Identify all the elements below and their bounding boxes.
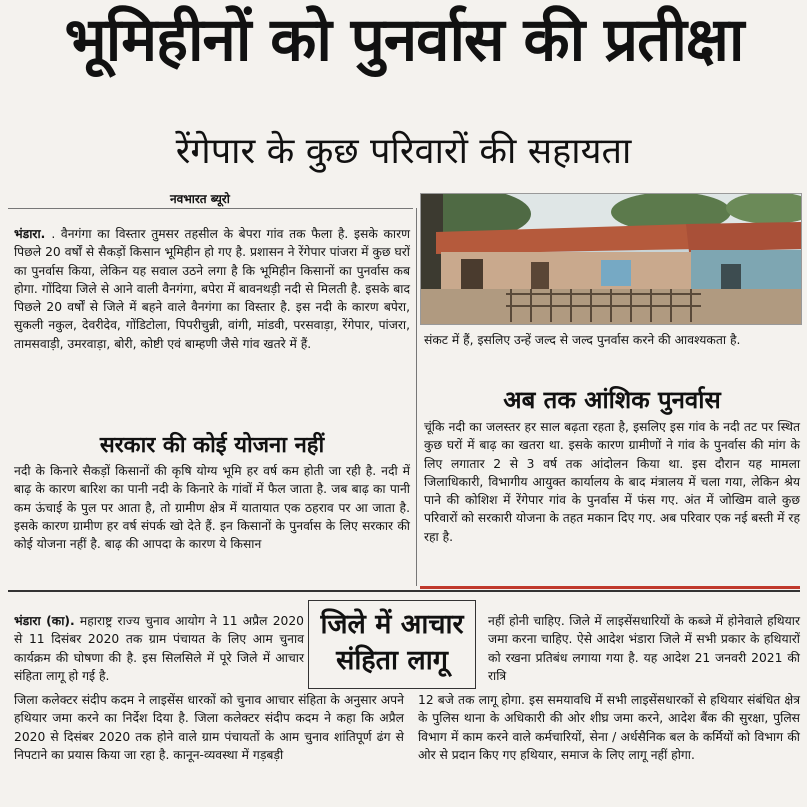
- photo-graphic: [421, 194, 801, 324]
- code-of-conduct-headline-box: [308, 600, 476, 689]
- article2-col1-top: [14, 612, 304, 685]
- article2-dateline: भंडारा (का).: [14, 614, 75, 628]
- headline-line2: संहिता लागू: [336, 645, 448, 677]
- sub-headline: रेंगेपार के कुछ परिवारों की सहायता: [175, 131, 632, 172]
- column-divider-vertical: [416, 208, 417, 586]
- section-heading-partial-rehab: अब तक आंशिक पुनर्वास: [503, 386, 721, 414]
- article2-col1-bottom: जिला कलेक्टर संदीप कदम ने लाइसेंस धारकों को चुनाव आचार संहिता के अनुसार अपने हथियार जमा करने का निर्देश दिया है. जिला कलेक्टर संदीप कदम ने कहा कि अप्रैल 2020 से दिसंबर 2020 तक होने वाले ग्राम पंचायतों के आम चुनाव शांतिपूर्ण ढंग से निपटाने का प्रयास किया जा रहा है. कानून-व्यवस्था में गड़बड़ी: [14, 693, 404, 762]
- accent-rule: [420, 586, 800, 589]
- section-heading-no-scheme: सरकार की कोई योजना नहीं: [99, 433, 325, 458]
- article1-col2-paragraph2: चूंकि नदी का जलस्तर हर साल बढ़ता रहता है, इसलिए इस गांव के नदी तट पर स्थित कुछ घरों में बाढ़ का खतरा था. इसके कारण ग्रामीणों ने गांव के पुनर्वास की मांग के लिए लगातार 2 से 3 वर्ष तक आंदोलन किया था. इस दौरान यह मामला जिलाधिकारी, विभागीय आयुक्त कार्यालय के बाद मंत्रालय में चला गया, लेकिन श्रेय पाने की कोशिश में रेंगेपार गांव के पुनर्वास में फंस गए. अंत में जोखिम वाले कुछ परिवारों को सरकारी योजना के तहत मकान दिए गए. अब परिवार एक नई बस्ती में रह रहा है.: [424, 420, 800, 544]
- headline-line1: जिले में आचार: [320, 609, 464, 640]
- article1-col1-text1: . वैनगंगा का विस्तार तुमसर तहसील के बेपरा गांव तक फैला है. इसके कारण पिछले 20 वर्षों से सैकड़ों किसान भूमिहीन हो गए है. प्रशासन ने रेंगेपार पांजरा में कुछ घरों का पुनर्वास किया, लेकिन यह सवाल उठने लगा है कि भूमिहीन किसानों का पुनर्वास कब होगा. गोंदिया जिले से आने वाली वैनगंगा, बपेरा में बावनथड़ी नदी से मिलती है. इसके बाद पिछले 20 वर्षों से जिले में बहने वाले वैनगंगा का विस्तार है. इस नदी के कारण बपेरा, सुकली नकुल, देवरीदेव, गोंडिटोला, पिपरीचुन्नी, वांगी, मांडवी, परसवाड़ा, रेंगेपार, पांजरा, तामसवाड़ी, उमरवाड़ा, बोरी, कोष्टी एवं बाम्हणी जैसे गांव खतरे में हैं.: [14, 227, 410, 351]
- byline: नवभारत ब्यूरो: [170, 192, 230, 206]
- article1-col1-paragraph2: नदी के किनारे सैकड़ों किसानों की कृषि योग्य भूमि हर वर्ष कम होती जा रही है. नदी में बाढ़ के कारण बारिश का पानी नदी के किनारे के गांवों में फैल जाता है. जब बाढ़ का पानी कम ऊंचाई के पुल पर आता है, तो ग्रामीण क्षेत्र में यातायात एक ठहराव पर आ जाता है. इसके कारण ग्रामीण हर वर्ष संपर्क खो देते हैं. इन किसानों के पुनर्वास के लिए सरकार की कोई योजना नहीं है. बाढ़ की आपदा के कारण ये किसान: [14, 464, 410, 552]
- dateline: भंडारा.: [14, 227, 52, 241]
- village-houses-photo: [420, 193, 802, 325]
- article1-col2-paragraph1: संकट में हैं, इसलिए उन्हें जल्द से जल्द पुनर्वास करने की आवश्यकता है.: [424, 333, 741, 347]
- article2-col1-text-top: महाराष्ट्र राज्य चुनाव आयोग ने 11 अप्रैल 2020 से 11 दिसंबर 2020 तक ग्राम पंचायत के लिए आम चुनाव कार्यक्रम की घोषणा की है. इस सिलसिले में पूरे जिले में आचार संहिता लागू हो गई है.: [14, 614, 304, 683]
- main-headline: भूमिहीनों को पुनर्वास की प्रतीक्षा: [64, 5, 744, 75]
- article-separator: [8, 590, 800, 592]
- article2-col2-top: नहीं होनी चाहिए. जिले में लाइसेंसधारियों के कब्जे में होनेवाले हथियार जमा करना चाहिए. ऐसे आदेश भंडारा जिले में सभी प्रकार के हथियारों को रखना प्रतिबंध लगाया गया है. यह आदेश 21 जनवरी 2021 की रात्रि: [488, 614, 800, 683]
- article2-col2-bottom: 12 बजे तक लागू होगा. इस समयावधि में सभी लाइसेंसधारकों से हथियार संबंधित क्षेत्र के पुलिस थाना के अधिकारी की ओर शीघ्र जमा करने, आदेश बैंक की सुरक्षा, पुलिस विभाग में काम करने वाले कर्मचारियों, सेना / अर्धसैनिक बल के कर्मियों को विभाग की ओर से प्रदान किए गए हथियार, समाज के लिए लागू नहीं होगा.: [418, 693, 800, 762]
- column-divider-top: [8, 208, 413, 209]
- article1-col1-paragraph1: [14, 225, 410, 353]
